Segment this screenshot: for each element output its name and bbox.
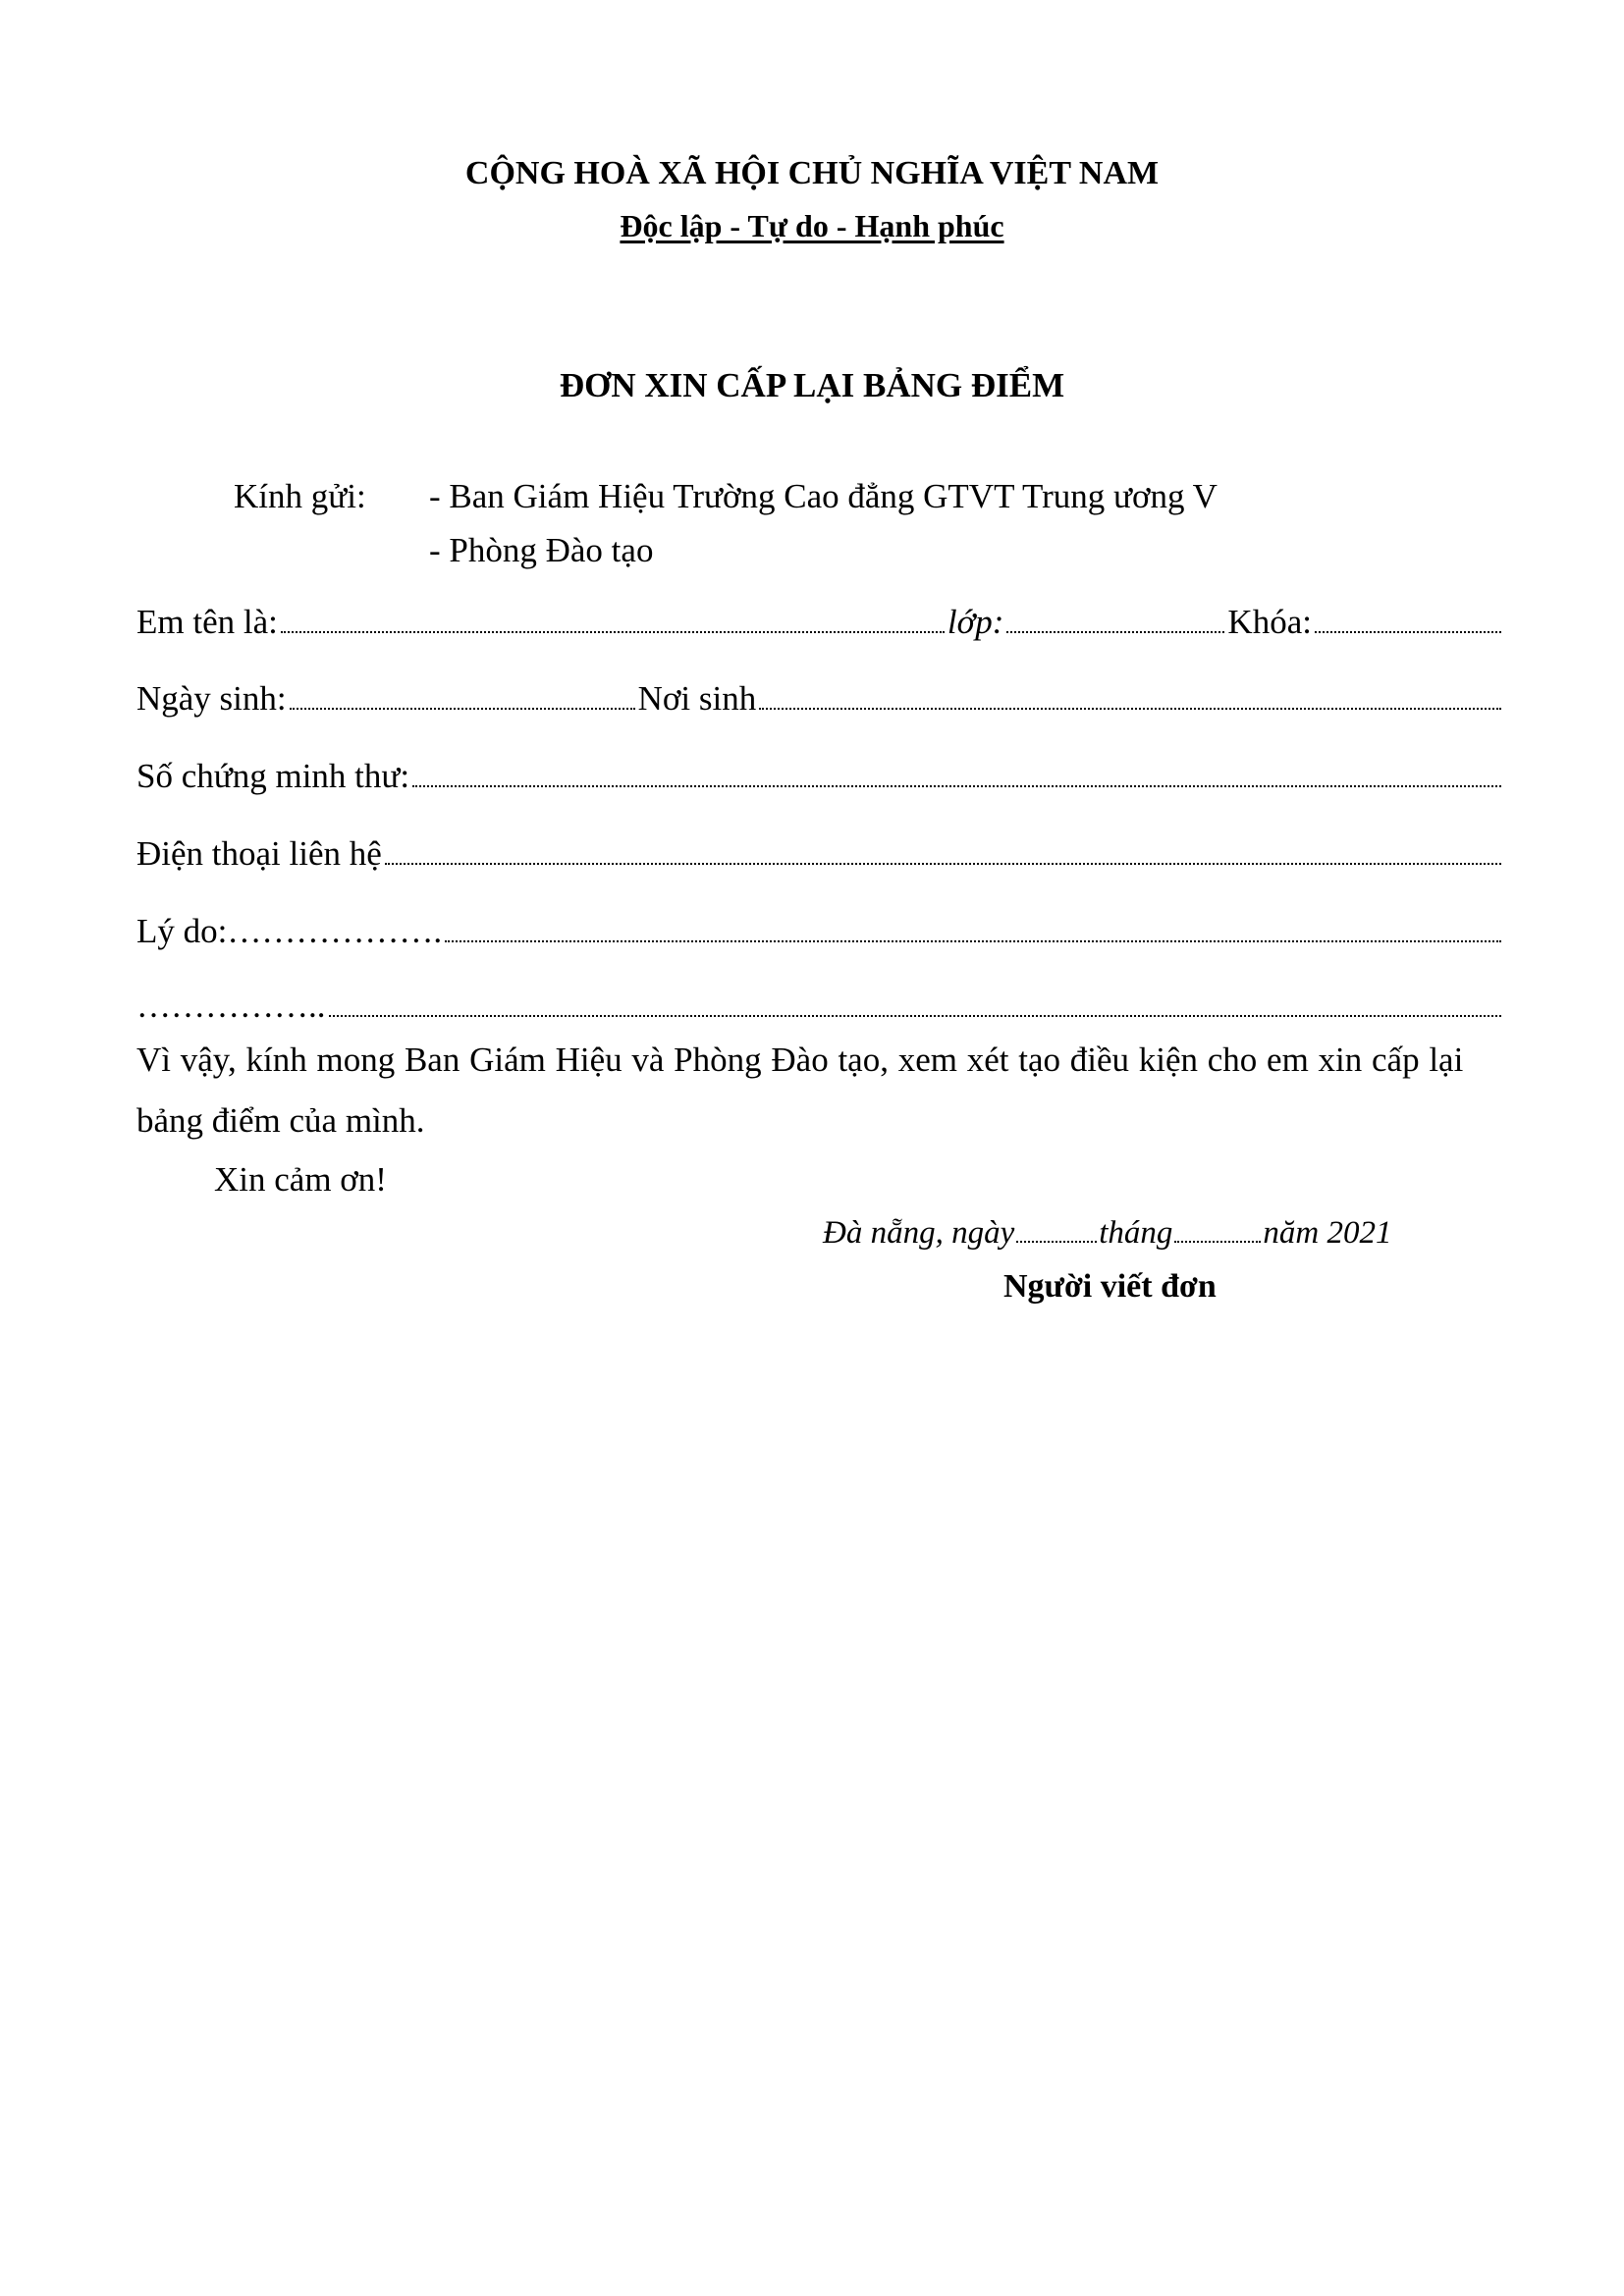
reason-row bbox=[136, 912, 1504, 951]
place-date-prefix: Đà nẵng, ngày bbox=[823, 1215, 1015, 1251]
place-date-line bbox=[823, 1215, 1392, 1252]
name-label: Em tên là: bbox=[136, 603, 278, 641]
phone-label: Điện thoại liên hệ bbox=[136, 834, 382, 873]
class-field[interactable] bbox=[1006, 631, 1224, 633]
birthplace-field[interactable] bbox=[759, 708, 1501, 710]
recipient-line-2: - Phòng Đào tạo bbox=[429, 531, 654, 569]
course-label: Khóa: bbox=[1227, 603, 1312, 641]
name-row bbox=[136, 603, 1504, 642]
reason-label: Lý do:………………. bbox=[136, 912, 443, 950]
phone-field[interactable] bbox=[385, 863, 1501, 865]
birth-row bbox=[136, 679, 1504, 719]
dob-label: Ngày sinh: bbox=[136, 679, 287, 718]
birthplace-label: Nơi sinh bbox=[637, 679, 757, 718]
request-line-1: Vì vậy, kính mong Ban Giám Hiệu và Phòng Đào tạo, xem xét tạo điều kiện cho em xin cấp lại bbox=[136, 1041, 1464, 1079]
thanks-text: Xin cảm ơn! bbox=[214, 1160, 387, 1199]
id-field[interactable] bbox=[412, 785, 1501, 787]
id-label: Số chứng minh thư: bbox=[136, 757, 410, 795]
reason-continuation-field[interactable] bbox=[329, 1015, 1502, 1017]
month-word: tháng bbox=[1099, 1215, 1173, 1251]
reason-continuation-lead: …………….. bbox=[136, 987, 326, 1025]
class-label: lớp: bbox=[947, 603, 1004, 641]
dob-field[interactable] bbox=[290, 708, 635, 710]
motto bbox=[0, 208, 1624, 244]
year-text: năm 2021 bbox=[1263, 1215, 1392, 1251]
recipient-line-1: - Ban Giám Hiệu Trường Cao đẳng GTVT Trung ương V bbox=[429, 477, 1218, 515]
phone-row bbox=[136, 834, 1504, 874]
recipient-label: Kính gửi: bbox=[234, 477, 366, 515]
month-field[interactable] bbox=[1174, 1241, 1261, 1243]
reason-field[interactable] bbox=[445, 940, 1501, 942]
nation-heading: CỘNG HOÀ XÃ HỘI CHỦ NGHĨA VIỆT NAM bbox=[464, 155, 1160, 191]
document-title: ĐƠN XIN CẤP LẠI BẢNG ĐIỂM bbox=[559, 366, 1065, 404]
name-field[interactable] bbox=[281, 631, 945, 633]
request-line-2: bảng điểm của mình. bbox=[136, 1101, 425, 1140]
motto-text: Độc lập - Tự do - Hạnh phúc bbox=[620, 208, 1004, 243]
signer-label: Người viết đơn bbox=[1003, 1268, 1217, 1305]
course-field[interactable] bbox=[1315, 631, 1501, 633]
day-field[interactable] bbox=[1016, 1241, 1097, 1243]
id-row bbox=[136, 757, 1504, 796]
reason-continuation-row bbox=[136, 987, 1504, 1026]
